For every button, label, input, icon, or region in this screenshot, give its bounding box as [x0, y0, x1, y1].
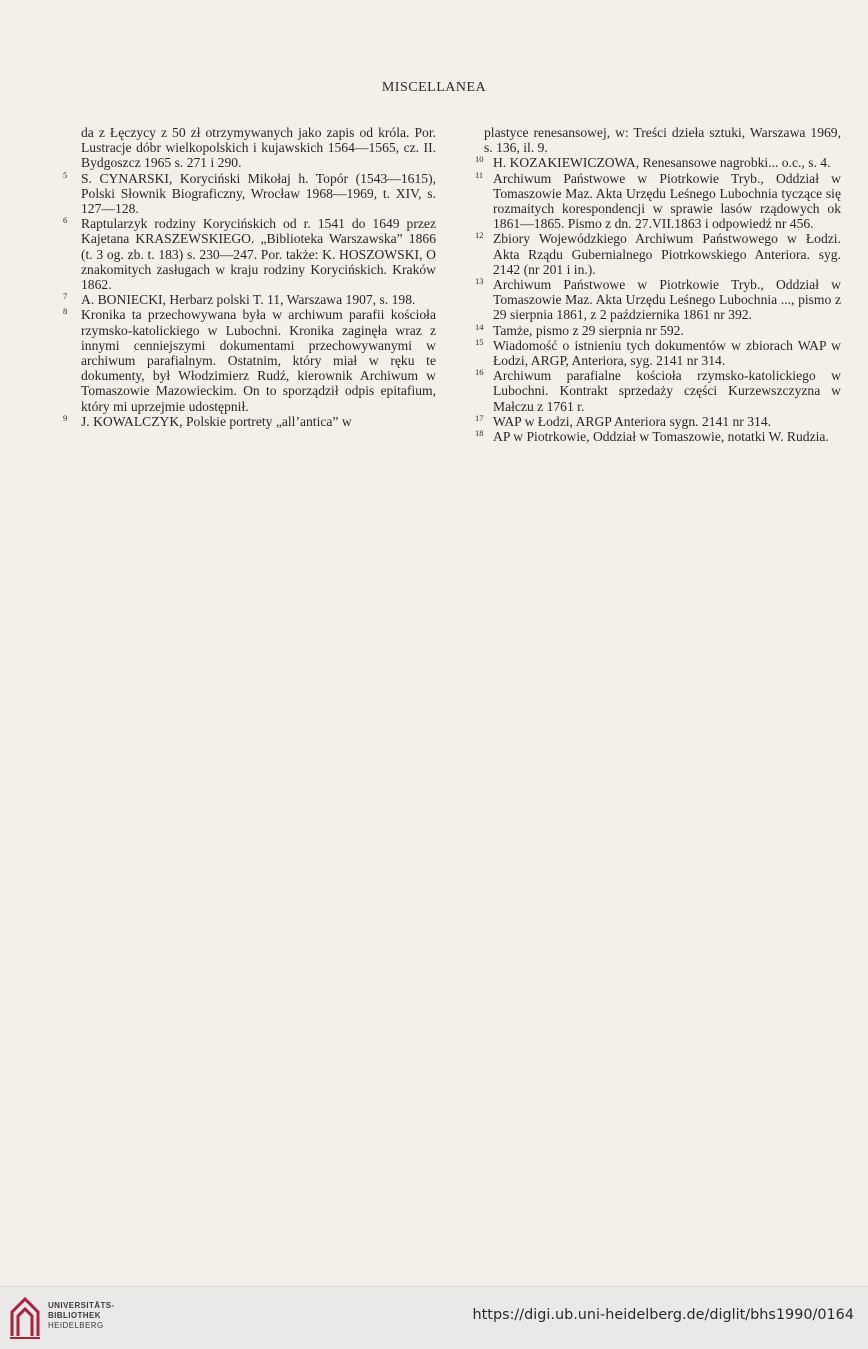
- footnote-text: H. KOZAKIEWICZOWA, Renesansowe nagrobki... o.c., s. 4.: [493, 155, 831, 171]
- footnote-text: Archiwum parafialne kościoła rzymsko-katolickiego w Lubochni. Kontrakt sprzedaży części Kurzewszczyzna w Małczu z 1761 r.: [493, 368, 841, 414]
- footnote-number: 6: [63, 215, 68, 226]
- viewer-footer-bar: [0, 1286, 868, 1349]
- footnote-continuation: da z Łęczycy z 50 zł otrzymywanych jako zapis od króla. Por. Lustracje dóbr wielkopolskich i kujawskich 1564—1565, cz. II. Bydgoszcz 1965 s. 271 i 290.: [81, 125, 436, 171]
- footnote-12: [472, 231, 841, 277]
- footnote-number: 15: [475, 336, 484, 347]
- footnote-number: 13: [475, 276, 484, 287]
- footnote-number: 5: [63, 169, 68, 180]
- footnote-15: [472, 338, 841, 368]
- right-footnote-column: [472, 125, 841, 444]
- footnote-number: 12: [475, 230, 484, 241]
- footnote-11: [472, 171, 841, 232]
- footnote-text: Zbiory Wojewódzkiego Archiwum Państwowego w Łodzi. Akta Rządu Gubernialnego Piotrkowskiego Anteriora. syg. 2142 (nr 201 i in.).: [493, 231, 841, 277]
- footnote-text: S. CYNARSKI, Koryciński Mikołaj h. Topór (1543—1615), Polski Słownik Biograficzny, Wrocław 1968—1969, t. XIV, s. 127—128.: [81, 170, 436, 217]
- footnote-6: [60, 216, 436, 292]
- footnote-text: AP w Piotrkowie, Oddział w Tomaszowie, notatki W. Rudzia.: [493, 429, 829, 445]
- footnote-text: Archiwum Państwowe w Piotrkowie Tryb., Oddział w Tomaszowie Maz. Akta Urzędu Leśnego Lubochnia tyczące się rozmaitych korespondencji w sprawie lasów rządowych ok 1861—1865. Pismo z dn. 27.VII.1863 i odpowiedź nr 456.: [493, 170, 841, 232]
- footnote-number: 7: [63, 291, 68, 302]
- footnote-text: A. BONIECKI, Herbarz polski T. 11, Warszawa 1907, s. 198.: [81, 292, 416, 308]
- library-name: [48, 1301, 115, 1331]
- footnote-continuation: plastyce renesansowej, w: Treści dzieła sztuki, Warszawa 1969, s. 136, il. 9.: [484, 125, 841, 156]
- footnote-text: Kronika ta przechowywana była w archiwum parafii kościoła rzymsko-katolickiego w Lubochni. Kronika zaginęła wraz z innymi cenniejszymi dokumentami przechowywanymi w archiwum parafialnym. Ostatnim, który miał w ręku te dokumenty, był Włodzimierz Rudź, kierownik Archiwum w Tomaszowie Mazowieckim. On to sporządził odpis epitafium, który mi uprzejmie udostępnił.: [81, 307, 436, 414]
- footnote-10: [472, 155, 841, 170]
- footnote-number: 9: [63, 412, 68, 423]
- footnote-number: 10: [475, 154, 484, 165]
- footnote-text: Raptularzyk rodziny Korycińskich od r. 1541 do 1649 przez Kajetana KRASZEWSKIEGO. „Biblioteka Warszawska” 1866 (t. 3 og. zb. t. 183) s. 230—247. Por. także: K. HOSZOWSKI, O znakomitych zasługach w kraju rodziny Korycińskich. Kraków 1862.: [81, 216, 436, 293]
- footnote-9: [60, 414, 436, 429]
- permalink-url[interactable]: https://digi.ub.uni-heidelberg.de/diglit/bhs1990/0164: [472, 1307, 854, 1323]
- footnote-text: Tamże, pismo z 29 sierpnia nr 592.: [493, 322, 684, 338]
- footnote-17: [472, 414, 841, 429]
- footnote-18: [472, 429, 841, 444]
- footnote-number: 11: [475, 169, 484, 180]
- footnote-text: J. KOWALCZYK, Polskie portrety „all’antica” w: [81, 413, 352, 429]
- running-header: MISCELLANEA: [381, 80, 487, 95]
- footnote-14: [472, 323, 841, 338]
- footnote-text: Archiwum Państwowe w Piotrkowie Tryb., Oddział w Tomaszowie Maz. Akta Urzędu Leśnego Lubochnia ..., pismo z 29 sierpnia 1861, z 2 października 1861 nr 392.: [493, 277, 841, 323]
- footnote-7: [60, 292, 436, 307]
- university-library-logo-icon[interactable]: [8, 1294, 42, 1340]
- footnote-number: 16: [475, 367, 484, 378]
- left-footnote-column: [60, 125, 436, 429]
- footnote-number: 8: [63, 306, 68, 317]
- footnote-5: [60, 171, 436, 217]
- footnote-text: Wiadomość o istnieniu tych dokumentów w zbiorach WAP w Łodzi, ARGP, Anteriora, syg. 2141 nr 314.: [493, 337, 841, 369]
- library-name-line: HEIDELBERG: [48, 1321, 104, 1330]
- footnote-13: [472, 277, 841, 323]
- footnote-8: [60, 307, 436, 413]
- library-name-line: UNIVERSITÄTS-: [48, 1301, 115, 1310]
- footnote-number: 17: [475, 412, 484, 423]
- library-name-line: BIBLIOTHEK: [48, 1311, 101, 1320]
- footnote-16: [472, 368, 841, 414]
- footnote-number: 14: [475, 321, 484, 332]
- footnote-text: WAP w Łodzi, ARGP Anteriora sygn. 2141 nr 314.: [493, 413, 772, 429]
- footnote-number: 18: [475, 428, 484, 439]
